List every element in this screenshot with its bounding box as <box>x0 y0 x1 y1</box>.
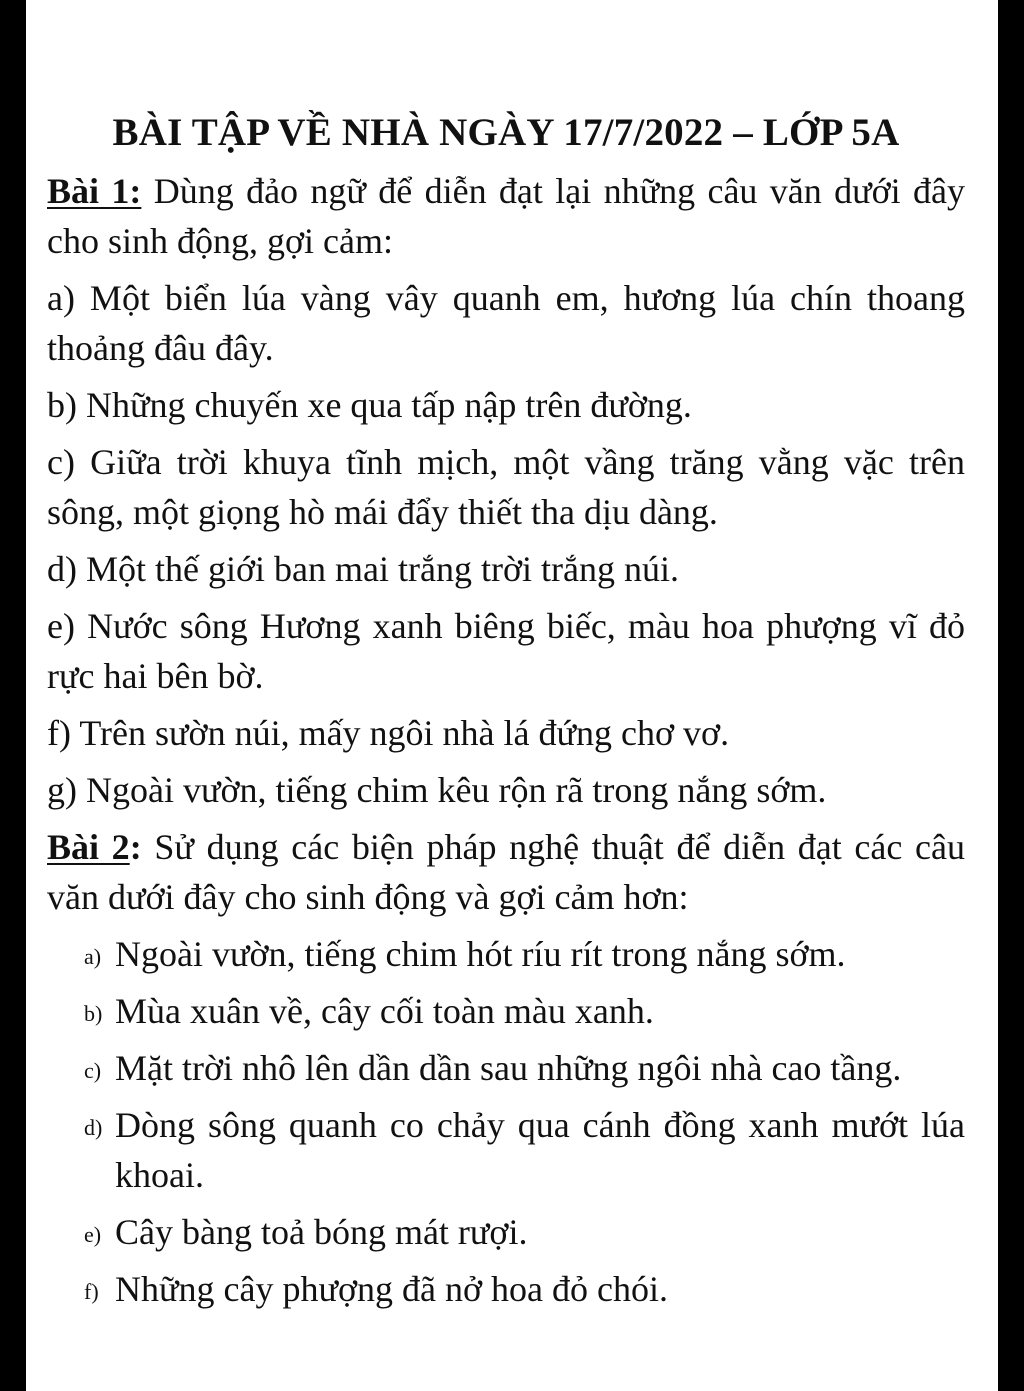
item-text: Cây bàng toả bóng mát rượi. <box>115 1212 528 1252</box>
exercise-1-item-d: d) Một thế giới ban mai trắng trời trắng núi. <box>47 549 679 589</box>
exercise-2-item-a <box>47 929 965 979</box>
document-content <box>47 107 965 1321</box>
item-marker: e) <box>84 1222 102 1247</box>
item-text: Những cây phượng đã nở hoa đỏ chói. <box>115 1269 668 1309</box>
exercise-1-item-a: a) Một biển lúa vàng vây quanh em, hương lúa chín thoang thoảng đâu đây. <box>47 278 965 368</box>
exercise-2-item-d <box>47 1100 965 1200</box>
exercise-1-instruction <box>47 166 965 266</box>
exercise-2-item-c <box>47 1043 965 1093</box>
item-marker: f) <box>84 1279 99 1304</box>
exercise-2-label: Bài 2 <box>47 827 130 867</box>
exercise-2-item-b <box>47 986 965 1036</box>
exercise-1-item-g: g) Ngoài vườn, tiếng chim kêu rộn rã trong nắng sớm. <box>47 770 827 810</box>
item-text: Ngoài vườn, tiếng chim hót ríu rít trong nắng sớm. <box>115 934 846 974</box>
document-page <box>26 0 998 1391</box>
exercise-2-instruction-text: Sử dụng các biện pháp nghệ thuật để diễn đạt các câu văn dưới đây cho sinh động và gợi cảm hơn: <box>47 827 965 917</box>
exercise-1-item-c: c) Giữa trời khuya tĩnh mịch, một vầng trăng vằng vặc trên sông, một giọng hò mái đẩy thiết tha dịu dàng. <box>47 442 965 532</box>
exercise-2-item-e <box>47 1207 965 1257</box>
exercise-1-item-b: b) Những chuyến xe qua tấp nập trên đường. <box>47 385 692 425</box>
item-marker: c) <box>84 1058 102 1083</box>
exercise-1-item-f: f) Trên sườn núi, mấy ngôi nhà lá đứng chơ vơ. <box>47 713 730 753</box>
item-marker: a) <box>84 944 102 969</box>
page-title: BÀI TẬP VỀ NHÀ NGÀY 17/7/2022 – LỚP 5A <box>112 111 900 154</box>
item-text: Mặt trời nhô lên dần dần sau những ngôi nhà cao tầng. <box>115 1048 902 1088</box>
item-text: Mùa xuân về, cây cối toàn màu xanh. <box>115 991 654 1031</box>
exercise-1-item-e: e) Nước sông Hương xanh biêng biếc, màu hoa phượng vĩ đỏ rực hai bên bờ. <box>47 606 965 696</box>
exercise-2-instruction <box>47 822 965 922</box>
exercise-1-label: Bài 1: <box>47 171 142 211</box>
exercise-2-item-f <box>47 1264 965 1314</box>
exercise-1-instruction-text: Dùng đảo ngữ để diễn đạt lại những câu văn dưới đây cho sinh động, gợi cảm: <box>47 171 965 261</box>
exercise-2-colon: : <box>129 827 142 867</box>
item-marker: b) <box>84 1001 103 1026</box>
item-marker: d) <box>84 1115 103 1140</box>
item-text: Dòng sông quanh co chảy qua cánh đồng xanh mướt lúa khoai. <box>115 1105 965 1195</box>
